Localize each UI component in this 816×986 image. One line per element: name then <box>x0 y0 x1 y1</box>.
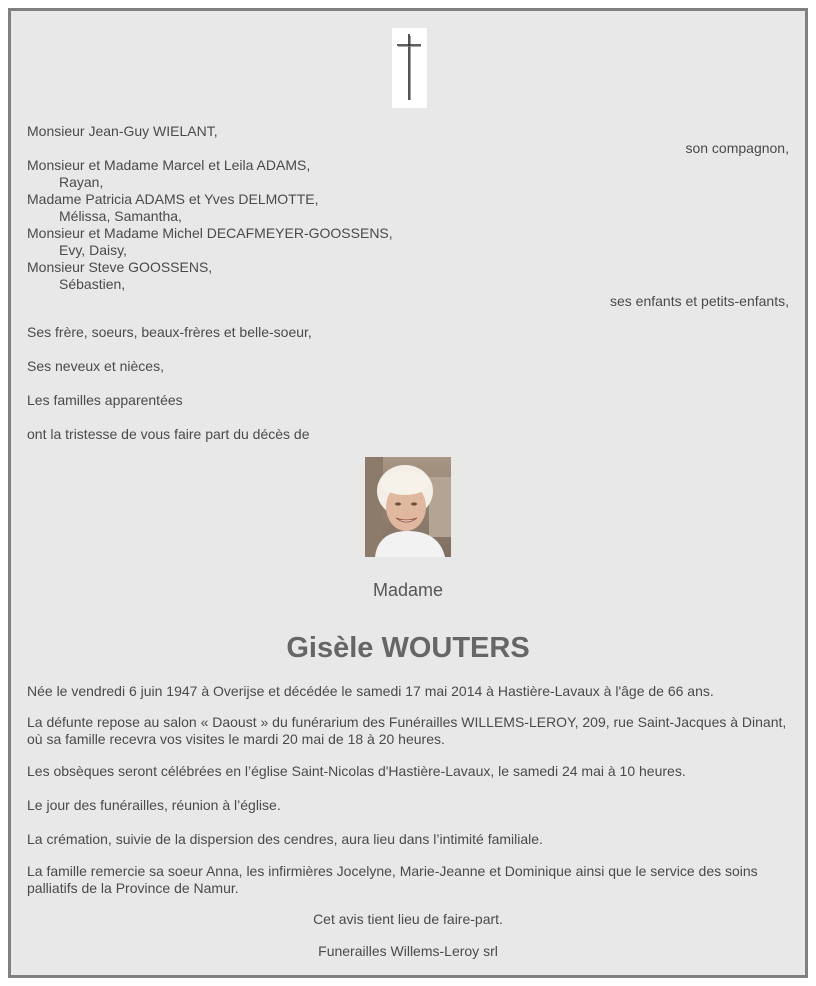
cremation-paragraph: La crémation, suivie de la dispersion des cendres, aura lieu dans l’intimité familiale. <box>27 831 543 847</box>
thanks-paragraph: La famille remercie sa soeur Anna, les infirmières Jocelyne, Marie-Jeanne et Dominique ainsi que le service des soins palliatifs de la Province de Namur. <box>27 863 758 896</box>
notice-line: Cet avis tient lieu de faire-part. <box>313 911 503 927</box>
family-line: Ses neveux et nièces, <box>27 358 164 374</box>
family-line: Monsieur Jean-Guy WIELANT, <box>27 123 218 139</box>
family-line: Rayan, <box>59 174 104 190</box>
family-line: Sébastien, <box>59 276 126 292</box>
funeral-paragraph: Les obsèques seront célébrées en l’église Saint-Nicolas d'Hastière-Lavaux, le samedi 24 mai à 10 heures. <box>27 763 686 779</box>
family-line: Mélissa, Samantha, <box>59 208 182 224</box>
family-line: Ses frère, soeurs, beaux-frères et belle-soeur, <box>27 324 312 340</box>
death-notice <box>8 8 808 978</box>
cross-icon <box>392 28 427 108</box>
visitation-paragraph: La défunte repose au salon « Daoust » du funérarium des Funérailles WILLEMS-LEROY, 209, rue Saint-Jacques à Dinant, où sa famille recevra vos visites le mardi 20 mai de 18 à 20 heures. <box>27 714 787 747</box>
family-line: Les familles apparentées <box>27 392 183 408</box>
relation-label: son compagnon, <box>685 140 789 156</box>
deceased-title: Madame <box>372 580 444 600</box>
deceased-name: Gisèle WOUTERS <box>286 632 530 664</box>
family-line: Monsieur et Madame Michel DECAFMEYER-GOOSSENS, <box>27 225 393 241</box>
family-line: Monsieur et Madame Marcel et Leila ADAMS, <box>27 157 311 173</box>
meeting-paragraph: Le jour des funérailles, réunion à l’église. <box>27 797 281 813</box>
birth-death-paragraph: Née le vendredi 6 juin 1947 à Overijse et décédée le samedi 17 mai 2014 à Hastière-Lavaux à l'âge de 66 ans. <box>27 683 714 699</box>
family-line: Evy, Daisy, <box>59 242 127 258</box>
family-line: Monsieur Steve GOOSSENS, <box>27 259 213 275</box>
family-line: Madame Patricia ADAMS et Yves DELMOTTE, <box>27 191 319 207</box>
announcement-line: ont la tristesse de vous faire part du décès de <box>27 426 310 442</box>
portrait-photo <box>365 457 451 557</box>
relation-label: ses enfants et petits-enfants, <box>610 293 789 309</box>
company-line: Funerailles Willems-Leroy srl <box>318 943 498 959</box>
